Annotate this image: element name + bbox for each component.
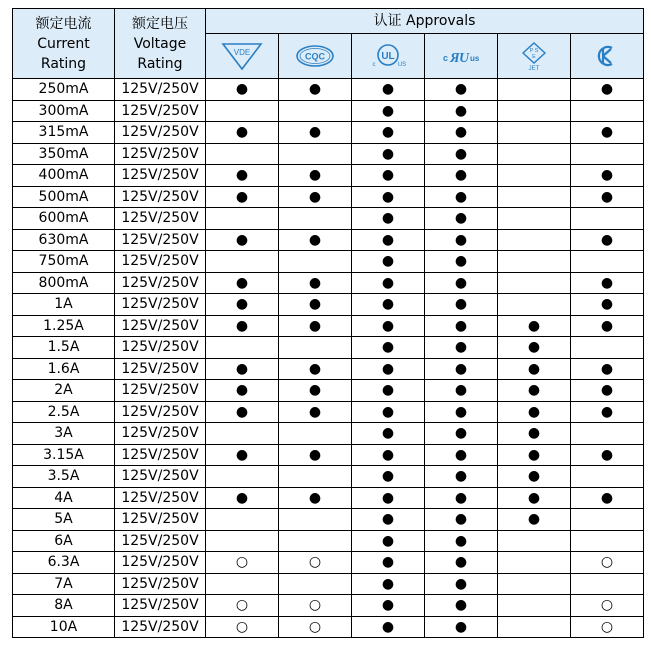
voltage-rating-cell: 125V/250V [115,509,206,531]
voltage-rating-cell: 125V/250V [115,358,206,380]
svg-text:CQC: CQC [305,51,325,62]
table-row [13,423,644,445]
voltage-rating-cell: 125V/250V [115,423,206,445]
cul-approval-mark: ● [352,294,425,316]
approvals-header: 认证 Approvals [206,9,644,34]
cqc-approval-mark [279,143,352,165]
cru-approval-mark: ● [425,573,498,595]
cul-approval-mark: ● [352,229,425,251]
cul-approval-mark: ● [352,358,425,380]
pse-approval-mark [498,595,571,617]
cru-approval-mark: ● [425,423,498,445]
vde-approval-mark: ● [206,294,279,316]
kc-approval-mark [571,530,644,552]
cul-approval-mark: ● [352,208,425,230]
vde-approval-mark [206,337,279,359]
cqc-logo-cell [279,34,352,79]
current-rating-cell: 3.15A [13,444,115,466]
voltage-rating-cell: 125V/250V [115,573,206,595]
cul-approval-mark: ● [352,573,425,595]
kc-approval-mark: ● [571,272,644,294]
vde-approval-mark [206,573,279,595]
cru-approval-mark: ● [425,186,498,208]
cul-approval-mark: ● [352,444,425,466]
kc-approval-mark: ● [571,401,644,423]
voltage-rating-cell: 125V/250V [115,487,206,509]
pse-approval-mark: ● [498,380,571,402]
cqc-approval-mark [279,423,352,445]
cru-approval-mark: ● [425,143,498,165]
pse-approval-mark [498,530,571,552]
vde-approval-mark: ● [206,229,279,251]
voltage-rating-cell: 125V/250V [115,466,206,488]
cul-approval-mark: ● [352,165,425,187]
svg-text:U: U [459,51,470,66]
cul-approval-mark: ● [352,423,425,445]
vde-logo-cell [206,34,279,79]
voltage-rating-header [115,9,206,79]
vde-approval-mark [206,466,279,488]
cul-approval-mark: ● [352,315,425,337]
svg-text:c: c [372,62,376,68]
voltage-rating-cell: 125V/250V [115,616,206,638]
kc-approval-mark [571,509,644,531]
cru-approval-mark: ● [425,509,498,531]
pse-approval-mark: ● [498,466,571,488]
vde-approval-mark [206,143,279,165]
cul-approval-mark: ● [352,401,425,423]
table-row [13,165,644,187]
table-row [13,143,644,165]
current-rating-cell: 630mA [13,229,115,251]
cru-approval-mark: ● [425,229,498,251]
cru-approval-mark: ● [425,337,498,359]
cqc-approval-mark: ○ [279,595,352,617]
current-rating-cell: 1.5A [13,337,115,359]
table-row [13,466,644,488]
cqc-approval-mark: ● [279,487,352,509]
pse-approval-mark [498,251,571,273]
current-rating-cell: 1A [13,294,115,316]
table-row [13,616,644,638]
voltage-header-cn: 额定电压 [132,15,188,32]
pse-jet-logo [512,40,556,72]
kc-logo [585,40,629,72]
cqc-approval-mark [279,208,352,230]
kc-approval-mark: ● [571,122,644,144]
cru-approval-mark: ● [425,251,498,273]
current-header-cn: 额定电流 [35,15,92,32]
current-rating-cell: 315mA [13,122,115,144]
voltage-rating-cell: 125V/250V [115,165,206,187]
vde-approval-mark: ● [206,186,279,208]
voltage-header-en2: Rating [137,55,183,72]
current-rating-cell: 750mA [13,251,115,273]
svg-text:c: c [443,53,449,63]
cul-approval-mark: ● [352,143,425,165]
table-row [13,186,644,208]
cqc-approval-mark: ● [279,358,352,380]
voltage-rating-cell: 125V/250V [115,380,206,402]
table-row [13,251,644,273]
current-rating-cell: 6.3A [13,552,115,574]
pse-approval-mark [498,100,571,122]
kc-approval-mark: ● [571,165,644,187]
table-row [13,315,644,337]
current-rating-cell: 3A [13,423,115,445]
kc-approval-mark: ○ [571,616,644,638]
kc-approval-mark: ○ [571,595,644,617]
table-row [13,509,644,531]
cqc-approval-mark: ● [279,401,352,423]
cul-approval-mark: ● [352,272,425,294]
voltage-rating-cell: 125V/250V [115,444,206,466]
cqc-approval-mark: ● [279,272,352,294]
cru-us-logo [439,40,483,72]
kc-approval-mark: ● [571,487,644,509]
pse-approval-mark [498,143,571,165]
voltage-rating-cell: 125V/250V [115,100,206,122]
kc-approval-mark [571,423,644,445]
cul-approval-mark: ● [352,466,425,488]
current-rating-cell: 5A [13,509,115,531]
table-row [13,337,644,359]
voltage-rating-cell: 125V/250V [115,315,206,337]
table-row [13,294,644,316]
voltage-rating-cell: 125V/250V [115,337,206,359]
table-row [13,487,644,509]
table-row [13,444,644,466]
svg-text:JET: JET [528,66,540,72]
current-rating-cell: 2A [13,380,115,402]
kc-approval-mark [571,143,644,165]
cru-approval-mark: ● [425,530,498,552]
current-rating-cell: 250mA [13,79,115,101]
pse-approval-mark: ● [498,401,571,423]
table-row [13,573,644,595]
cqc-approval-mark: ● [279,165,352,187]
cqc-approval-mark: ○ [279,616,352,638]
pse-approval-mark [498,122,571,144]
pse-approval-mark: ● [498,358,571,380]
cul-approval-mark: ● [352,186,425,208]
voltage-rating-cell: 125V/250V [115,208,206,230]
pse-approval-mark: ● [498,315,571,337]
current-rating-header [13,9,115,79]
current-rating-cell: 350mA [13,143,115,165]
voltage-rating-cell: 125V/250V [115,143,206,165]
current-rating-cell: 300mA [13,100,115,122]
vde-approval-mark: ● [206,315,279,337]
cru-approval-mark: ● [425,487,498,509]
cul-approval-mark: ● [352,79,425,101]
vde-approval-mark: ○ [206,552,279,574]
current-rating-cell: 1.6A [13,358,115,380]
voltage-header-en1: Voltage [133,35,187,52]
svg-text:P S: P S [529,48,539,54]
voltage-rating-cell: 125V/250V [115,272,206,294]
cru-approval-mark: ● [425,315,498,337]
current-rating-cell: 800mA [13,272,115,294]
cul-approval-mark: ● [352,530,425,552]
cru-approval-mark: ● [425,466,498,488]
table-row [13,358,644,380]
pse-approval-mark: ● [498,487,571,509]
kc-approval-mark: ● [571,380,644,402]
vde-approval-mark: ○ [206,595,279,617]
vde-approval-mark: ● [206,122,279,144]
cru-approval-mark: ● [425,595,498,617]
pse-approval-mark [498,573,571,595]
kc-approval-mark: ● [571,444,644,466]
cqc-approval-mark [279,530,352,552]
pse-approval-mark [498,552,571,574]
pse-approval-mark: ● [498,337,571,359]
cru-approval-mark: ● [425,401,498,423]
cqc-approval-mark [279,337,352,359]
vde-approval-mark: ● [206,487,279,509]
fuse-rating-table [12,8,644,638]
cul-approval-mark: ● [352,487,425,509]
vde-approval-mark: ● [206,165,279,187]
cqc-approval-mark: ● [279,186,352,208]
table-row [13,595,644,617]
cru-approval-mark: ● [425,100,498,122]
kc-approval-mark [571,251,644,273]
current-rating-cell: 6A [13,530,115,552]
cqc-approval-mark: ● [279,444,352,466]
table-row [13,272,644,294]
kc-approval-mark: ○ [571,552,644,574]
current-rating-cell: 1.25A [13,315,115,337]
cru-approval-mark: ● [425,616,498,638]
voltage-rating-cell: 125V/250V [115,530,206,552]
cul-approval-mark: ● [352,337,425,359]
table-row [13,122,644,144]
kc-logo-cell [571,34,644,79]
voltage-rating-cell: 125V/250V [115,186,206,208]
cqc-approval-mark [279,509,352,531]
vde-approval-mark [206,100,279,122]
pse-approval-mark [498,616,571,638]
table-row [13,552,644,574]
vde-approval-mark [206,251,279,273]
cqc-approval-mark: ● [279,229,352,251]
cru-approval-mark: ● [425,444,498,466]
cru-approval-mark: ● [425,272,498,294]
table-row [13,229,644,251]
cru-approval-mark: ● [425,294,498,316]
cul-approval-mark: ● [352,251,425,273]
cqc-approval-mark: ● [279,294,352,316]
pse-approval-mark [498,79,571,101]
table-row [13,530,644,552]
vde-logo [220,40,264,72]
kc-approval-mark: ● [571,315,644,337]
cru-approval-mark: ● [425,122,498,144]
cqc-approval-mark [279,573,352,595]
vde-approval-mark: ● [206,444,279,466]
cqc-approval-mark [279,251,352,273]
current-rating-cell: 4A [13,487,115,509]
table-row [13,208,644,230]
pse-approval-mark [498,186,571,208]
rating-rows [13,79,644,638]
cul-approval-mark: ● [352,380,425,402]
vde-approval-mark: ● [206,401,279,423]
svg-text:VDE: VDE [233,48,251,57]
cul-us-logo [366,40,410,72]
pse-logo-cell [498,34,571,79]
voltage-rating-cell: 125V/250V [115,294,206,316]
vde-approval-mark: ○ [206,616,279,638]
current-header-en2: Rating [40,55,87,72]
cqc-approval-mark: ● [279,122,352,144]
cul-approval-mark: ● [352,509,425,531]
kc-approval-mark [571,208,644,230]
svg-text:US: US [397,62,407,68]
kc-approval-mark: ● [571,229,644,251]
cru-logo-cell [425,34,498,79]
svg-text:UL: UL [381,51,395,62]
current-rating-cell: 500mA [13,186,115,208]
vde-approval-mark [206,208,279,230]
cqc-approval-mark: ● [279,380,352,402]
vde-approval-mark: ● [206,358,279,380]
pse-approval-mark: ● [498,509,571,531]
table-row [13,79,644,101]
voltage-rating-cell: 125V/250V [115,79,206,101]
cqc-approval-mark [279,100,352,122]
cru-approval-mark: ● [425,165,498,187]
current-rating-cell: 2.5A [13,401,115,423]
cru-approval-mark: ● [425,380,498,402]
vde-approval-mark [206,423,279,445]
vde-approval-mark [206,530,279,552]
vde-approval-mark: ● [206,79,279,101]
cru-approval-mark: ● [425,79,498,101]
cru-approval-mark: ● [425,552,498,574]
svg-text:us: us [470,54,480,63]
cul-approval-mark: ● [352,595,425,617]
table-row [13,380,644,402]
cqc-approval-mark: ● [279,315,352,337]
cqc-logo [293,40,337,72]
cul-approval-mark: ● [352,616,425,638]
kc-approval-mark: ● [571,294,644,316]
cru-approval-mark: ● [425,358,498,380]
voltage-rating-cell: 125V/250V [115,401,206,423]
cqc-approval-mark [279,466,352,488]
pse-approval-mark [498,208,571,230]
current-header-en1: Current [37,35,90,52]
current-rating-cell: 10A [13,616,115,638]
current-rating-cell: 3.5A [13,466,115,488]
cul-logo-cell [352,34,425,79]
pse-approval-mark [498,294,571,316]
pse-approval-mark [498,165,571,187]
kc-approval-mark [571,100,644,122]
kc-approval-mark: ● [571,79,644,101]
voltage-rating-cell: 125V/250V [115,552,206,574]
current-rating-cell: 7A [13,573,115,595]
table-row [13,401,644,423]
pse-approval-mark [498,229,571,251]
vde-approval-mark [206,509,279,531]
vde-approval-mark: ● [206,272,279,294]
current-rating-cell: 600mA [13,208,115,230]
pse-approval-mark: ● [498,444,571,466]
cul-approval-mark: ● [352,100,425,122]
kc-approval-mark [571,466,644,488]
current-rating-cell: 8A [13,595,115,617]
cul-approval-mark: ● [352,552,425,574]
pse-approval-mark [498,272,571,294]
cqc-approval-mark: ● [279,79,352,101]
current-rating-cell: 400mA [13,165,115,187]
voltage-rating-cell: 125V/250V [115,122,206,144]
voltage-rating-cell: 125V/250V [115,251,206,273]
kc-approval-mark [571,337,644,359]
voltage-rating-cell: 125V/250V [115,229,206,251]
kc-approval-mark [571,573,644,595]
cqc-approval-mark: ○ [279,552,352,574]
cul-approval-mark: ● [352,122,425,144]
kc-approval-mark: ● [571,358,644,380]
voltage-rating-cell: 125V/250V [115,595,206,617]
table-row [13,100,644,122]
vde-approval-mark: ● [206,380,279,402]
svg-text:Я: Я [450,51,460,66]
svg-text:E: E [532,54,536,60]
cru-approval-mark: ● [425,208,498,230]
kc-approval-mark: ● [571,186,644,208]
pse-approval-mark: ● [498,423,571,445]
